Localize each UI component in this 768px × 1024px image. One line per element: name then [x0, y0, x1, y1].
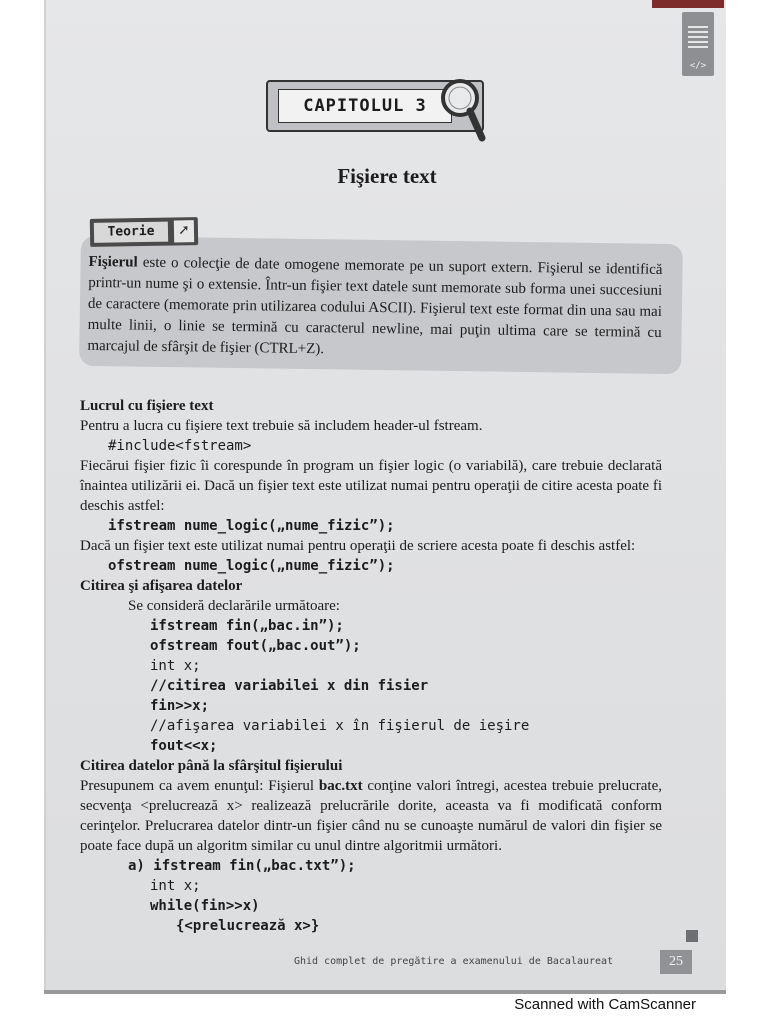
section2-intro: Se consideră declarările următoare:: [128, 598, 340, 614]
code-line: while(fin>>x): [150, 898, 260, 914]
code-line: {<prelucrează x>}: [176, 918, 320, 934]
section1-para2: Dacă un fişier text este utilizat numai pentru operaţii de scriere acesta poate fi deschis astfel:: [80, 538, 636, 554]
section-heading-files: Lucrul cu fişiere text: [80, 398, 214, 414]
theory-text: este o colecţie de date omogene memorate pe un suport extern. Fişierul se identifică printr-un nume şi o extensie. Într-un fişier text datele sunt memorate sub forma unei succesiuni de caractere (memorate prin utilizarea codului ASCII). Fişierul text este format din una sau mai multe linii, o linie se termină cu caracterul newline, mai puţin ultima care se termină cu marcajul de sfârşit de fişier (CTRL+Z).: [87, 254, 663, 358]
theory-box: [79, 236, 683, 374]
photo-background: [0, 0, 46, 994]
page-number: 25: [660, 950, 692, 974]
theory-label: Teorie: [94, 222, 168, 243]
code-line: //citirea variabilei x din fisier: [150, 678, 429, 694]
code-line: //afişarea variabilei x în fişierul de ieşire: [150, 718, 530, 734]
code-line: a) ifstream fin(„bac.txt”);: [128, 858, 356, 874]
code-line: ifstream fin(„bac.in”);: [150, 618, 344, 634]
magnifier-icon: [436, 74, 488, 146]
chapter-label: CAPITOLUL 3: [278, 89, 452, 123]
lines-icon: [688, 26, 708, 51]
page-footer: Ghid complet de pregătire a examenului de Bacalaureat: [294, 956, 614, 967]
code-line: int x;: [150, 658, 201, 674]
page-shadow: [44, 990, 726, 994]
scanner-watermark: Scanned with CamScanner: [514, 996, 696, 1013]
file-name: bac.txt: [318, 778, 363, 794]
cursor-arrow-icon: ➚: [174, 220, 194, 242]
code-ofstream: ofstream nume_logic(„nume_fizic”);: [108, 558, 395, 574]
theory-term: Fişierul: [88, 253, 138, 271]
code-tab-label: </>: [689, 61, 707, 71]
page-content: [80, 396, 662, 936]
section1-para1: Fiecărui fişier fizic îi corespunde în program un fişier logic (o variabilă), care trebuie declarată înaintea utilizării ei. Dacă un fişier text este utilizat numai pentru operaţii de citire acesta poate fi deschis astfel:: [80, 458, 662, 514]
code-include: #include<fstream>: [108, 438, 252, 454]
section-heading-eof: Citirea datelor până la sfârşitul fişierului: [80, 758, 343, 774]
chapter-title: Fişiere text: [337, 164, 437, 188]
book-cover-edge: [652, 0, 724, 8]
section1-intro: Pentru a lucra cu fişiere text trebuie să includem header-ul fstream.: [80, 418, 483, 434]
code-line: int x;: [150, 878, 201, 894]
section-heading-read-write: Citirea şi afişarea datelor: [80, 578, 243, 594]
theory-label-badge: [90, 217, 198, 247]
code-ifstream: ifstream nume_logic(„nume_fizic”);: [108, 518, 395, 534]
book-page: [44, 0, 726, 994]
code-line: ofstream fout(„bac.out”);: [150, 638, 361, 654]
code-line: fout<<x;: [150, 738, 218, 754]
code-line: fin>>x;: [150, 698, 210, 714]
corner-mark: [686, 930, 698, 942]
section3-para: Presupunem ca avem enunţul: Fişierul bac.txt conţine valori întregi, acestea trebuie prelucrate, secvenţa <prelucrează x> realizează prelucrările dorite, aceasta va fi modificată conform cerinţelor. Prelucrarea datelor dintr-un fişier când nu se cunoaşte numărul de valori din fişier se poate face după un algoritm similar cu unul dintre algoritmii următori.: [80, 778, 662, 854]
side-tab: [682, 12, 714, 76]
